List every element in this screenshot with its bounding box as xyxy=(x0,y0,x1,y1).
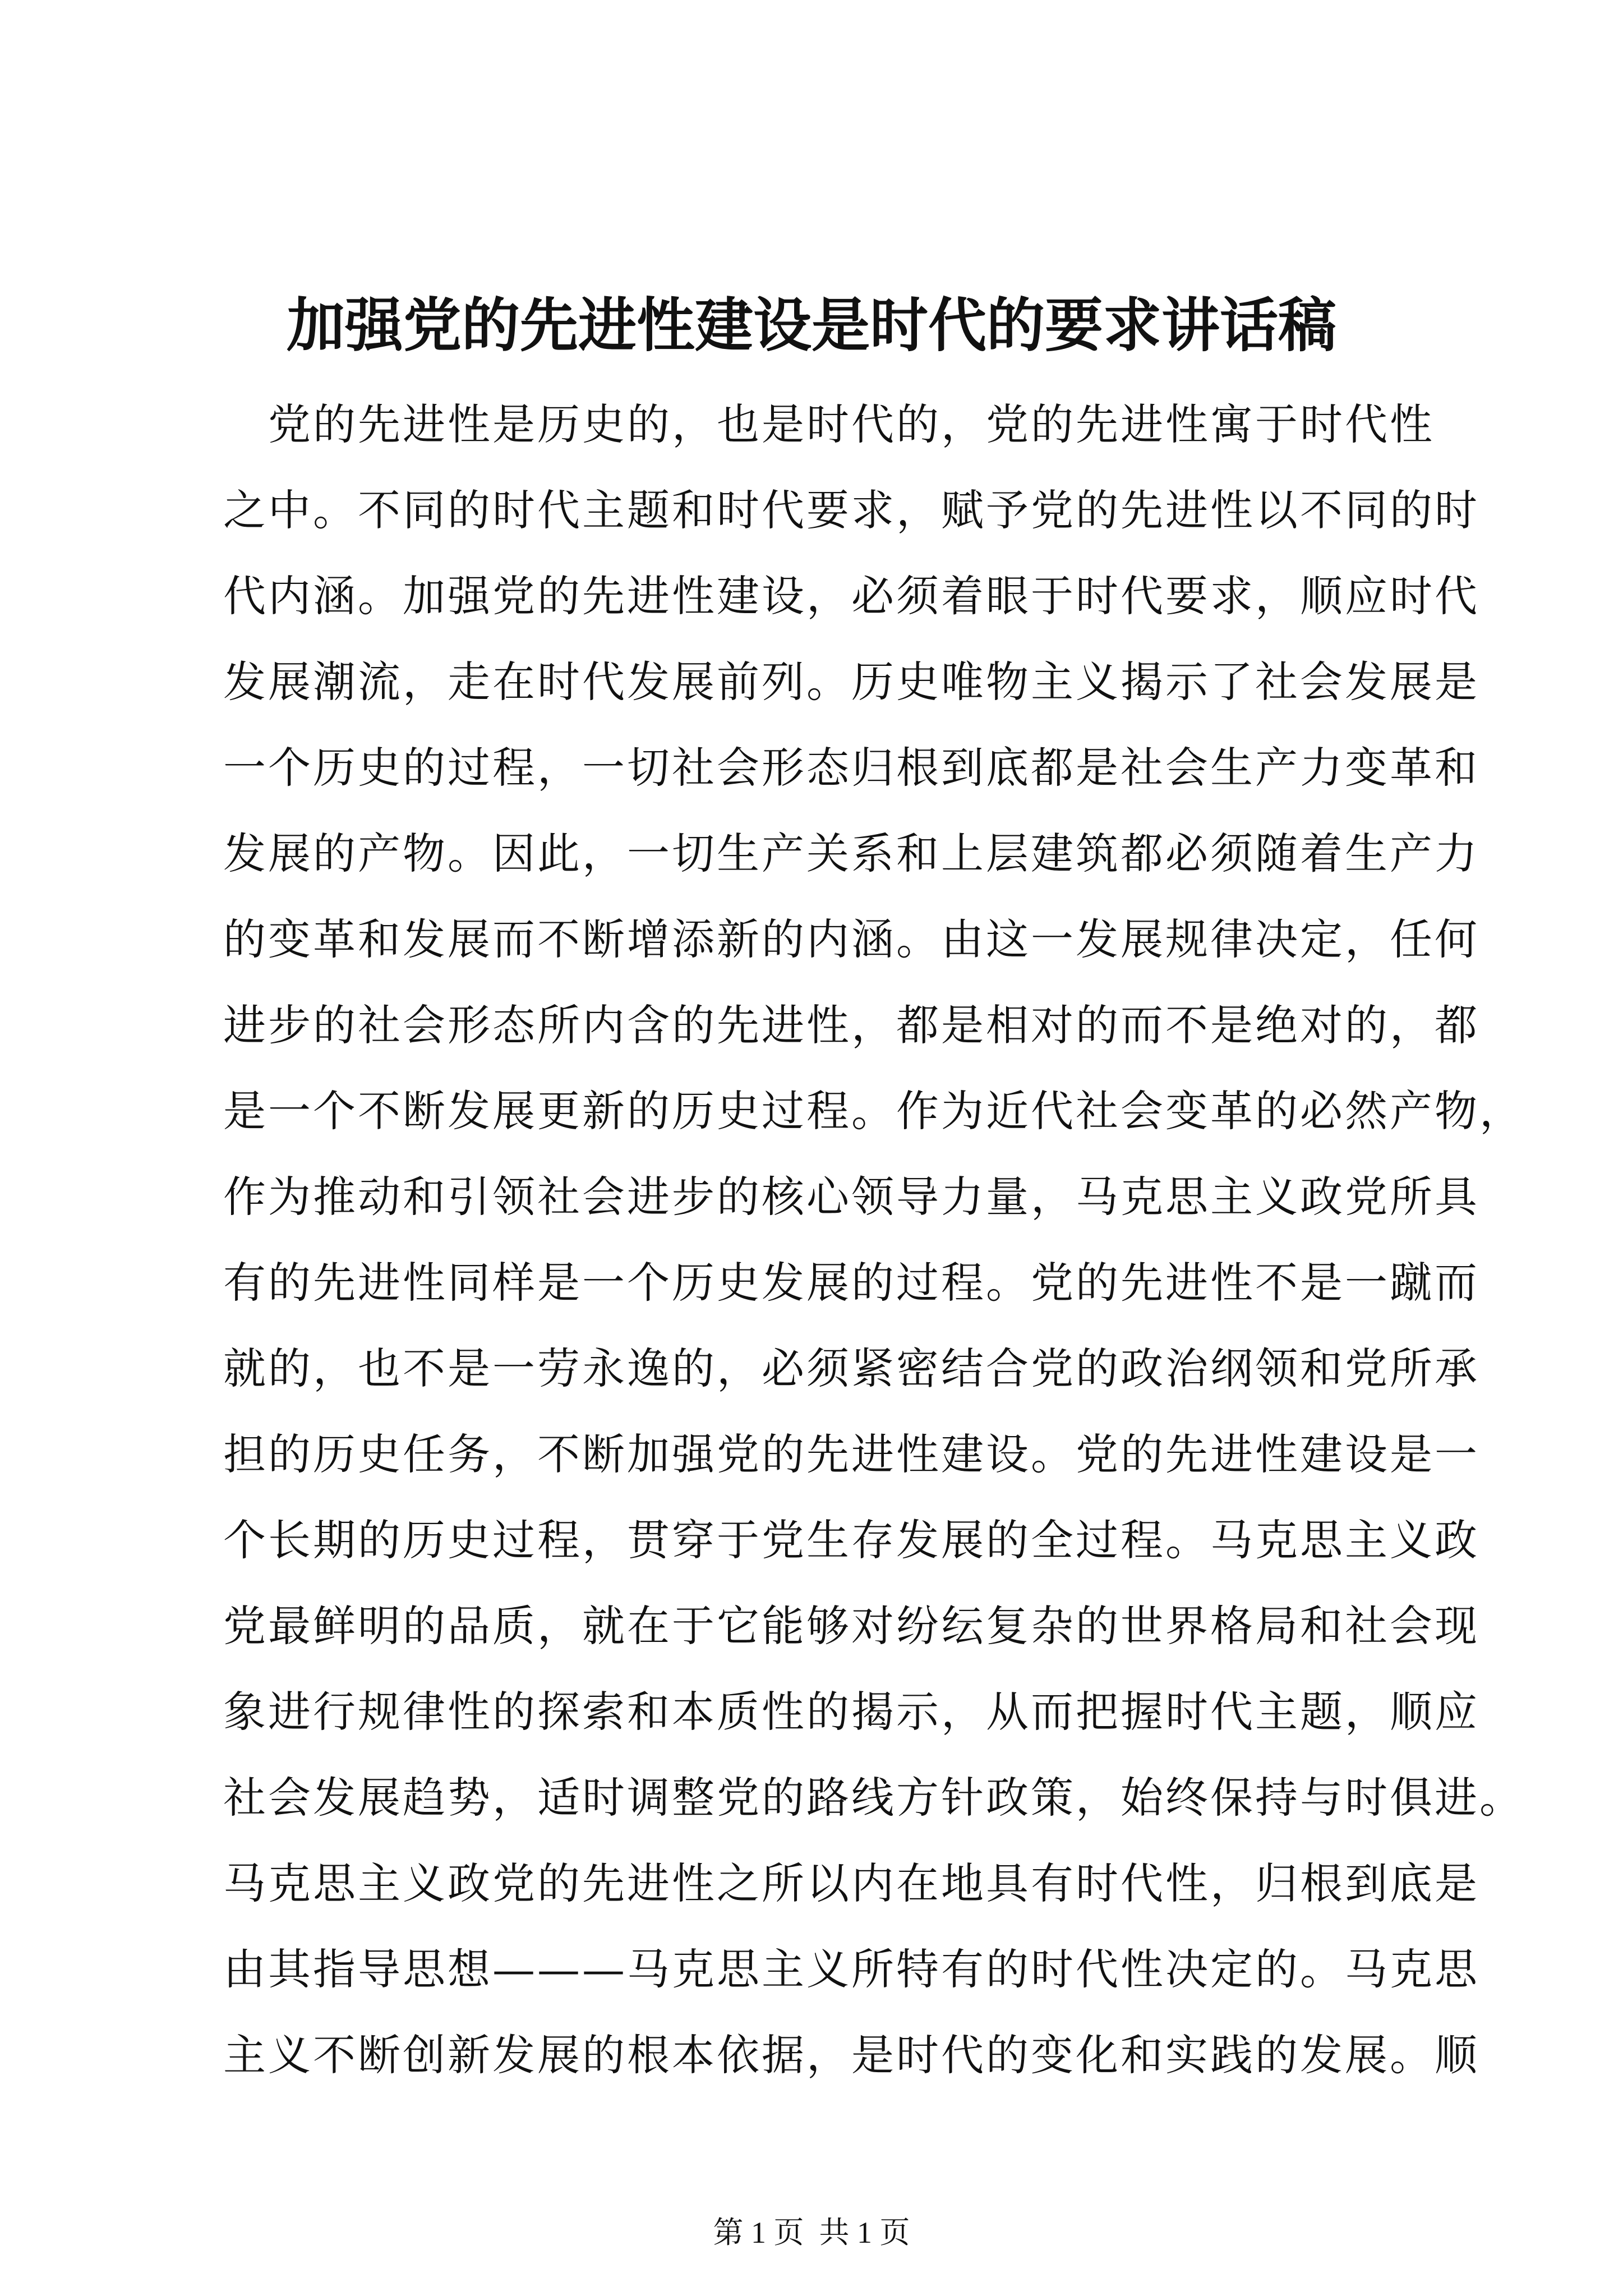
paragraph-line-10: 作为推动和引领社会进步的核心领导力量，马克思主义政党所具 xyxy=(223,1172,1479,1222)
paragraph-line-15: 党最鲜明的品质，就在于它能够对纷纭复杂的世界格局和社会现 xyxy=(223,1601,1479,1651)
paragraph-line-6: 发展的产物。因此，一切生产关系和上层建筑都必须随着生产力 xyxy=(223,829,1479,878)
paragraph-line-1: 党的先进性是历史的，也是时代的，党的先进性寓于时代性 xyxy=(223,399,1435,449)
paragraph-line-9: 是一个不断发展更新的历史过程。作为近代社会变革的必然产物， xyxy=(223,1086,1524,1136)
paragraph-line-13: 担的历史任务，不断加强党的先进性建设。党的先进性建设是一 xyxy=(223,1429,1479,1479)
page-footer: 第 1 页 共 1 页 xyxy=(713,2216,910,2249)
paragraph-line-12: 就的，也不是一劳永逸的，必须紧密结合党的政治纲领和党所承 xyxy=(223,1343,1479,1393)
paragraph-line-11: 有的先进性同样是一个历史发展的过程。党的先进性不是一蹴而 xyxy=(223,1258,1479,1308)
paragraph-line-7: 的变革和发展而不断增添新的内涵。由这一发展规律决定，任何 xyxy=(223,914,1479,964)
document-title: 加强党的先进性建设是时代的要求讲话稿 xyxy=(286,291,1336,360)
paragraph-line-3: 代内涵。加强党的先进性建设，必须着眼于时代要求，顺应时代 xyxy=(223,571,1479,621)
paragraph-line-8: 进步的社会形态所内含的先进性，都是相对的而不是绝对的，都 xyxy=(223,1000,1479,1050)
paragraph-line-16: 象进行规律性的探索和本质性的揭示，从而把握时代主题，顺应 xyxy=(223,1687,1479,1737)
paragraph-line-5: 一个历史的过程，一切社会形态归根到底都是社会生产力变革和 xyxy=(223,743,1479,793)
paragraph-line-17: 社会发展趋势，适时调整党的路线方针政策，始终保持与时俱进。 xyxy=(223,1773,1524,1823)
paragraph-line-20: 主义不断创新发展的根本依据，是时代的变化和实践的发展。顺 xyxy=(223,2030,1479,2080)
paragraph-line-19: 由其指导思想———马克思主义所特有的时代性决定的。马克思 xyxy=(223,1944,1479,1994)
paragraph-line-18: 马克思主义政党的先进性之所以内在地具有时代性，归根到底是 xyxy=(223,1858,1479,1908)
paragraph-line-14: 个长期的历史过程，贯穿于党生存发展的全过程。马克思主义政 xyxy=(223,1515,1479,1565)
paragraph-line-2: 之中。不同的时代主题和时代要求，赋予党的先进性以不同的时 xyxy=(223,485,1479,535)
body-paragraph xyxy=(223,381,1524,2098)
paragraph-line-4: 发展潮流，走在时代发展前列。历史唯物主义揭示了社会发展是 xyxy=(223,657,1479,707)
